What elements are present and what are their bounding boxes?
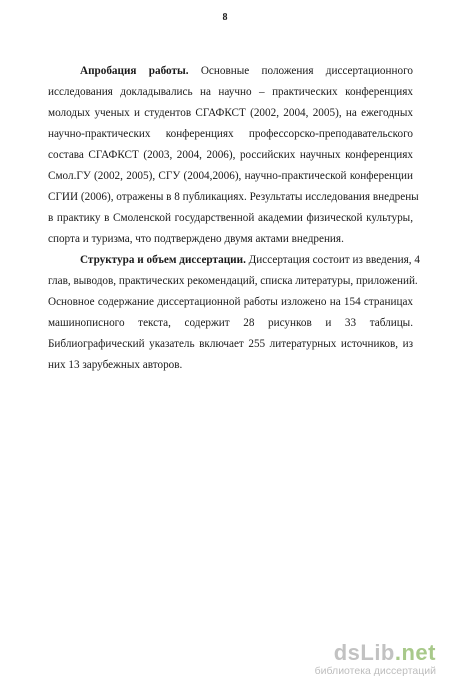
watermark-logo-main: dsLib — [333, 640, 395, 665]
paragraph-1-line-4: научно-практических конференциях профессорско-преподавательского — [48, 128, 413, 140]
paragraph-1-line-8: в практику в Смоленской государственной академии физической культуры, — [48, 212, 413, 224]
paragraph-1-line-9: спорта и туризма, что подтверждено двумя актами внедрения. — [48, 233, 344, 245]
paragraph-1-line-3: молодых ученых и студентов СГАФКСТ (2002, 2004, 2005), на ежегодных — [48, 107, 413, 119]
paragraph-2-line-5: Библиографический указатель включает 255 литературных источников, из — [48, 338, 413, 350]
paragraph-1-line-6: Смол.ГУ (2002, 2005), СГУ (2004,2006), научно-практической конференции — [48, 170, 413, 182]
watermark-tagline: библиотека диссертаций — [314, 665, 436, 677]
watermark-logo — [276, 641, 436, 665]
paragraph-1-heading: Апробация работы. — [80, 65, 189, 77]
paragraph-2-line-1-text: Диссертация состоит из введения, 4 — [248, 254, 420, 266]
watermark-logo-suffix: .net — [394, 640, 436, 665]
watermark — [276, 641, 436, 678]
paragraph-2-line-3: Основное содержание диссертационной работы изложено на 154 страницах — [48, 296, 413, 308]
paragraph-1-line-1-text: Основные положения диссертационного — [200, 65, 413, 77]
paragraph-2-line-6: них 13 зарубежных авторов. — [48, 359, 183, 371]
paragraph-1-line-7: СГИИ (2006), отражены в 8 публикациях. Результаты исследования внедрены — [48, 191, 419, 203]
paragraph-1-line-2: исследования докладывались на научно – практических конференциях — [48, 86, 413, 98]
paragraph-2-line-1 — [80, 253, 420, 267]
paragraph-2-line-2: глав, выводов, практических рекомендаций, списка литературы, приложений. — [48, 275, 418, 287]
paragraph-2-line-4: машинописного текста, содержит 28 рисунков и 33 таблицы. — [48, 317, 413, 329]
paragraph-1-line-1 — [80, 64, 413, 78]
paragraph-2-heading: Структура и объем диссертации. — [80, 254, 246, 266]
paragraph-1-line-5: состава СГАФКСТ (2003, 2004, 2006), российских научных конференциях — [48, 149, 413, 161]
page-number: 8 — [222, 12, 228, 23]
